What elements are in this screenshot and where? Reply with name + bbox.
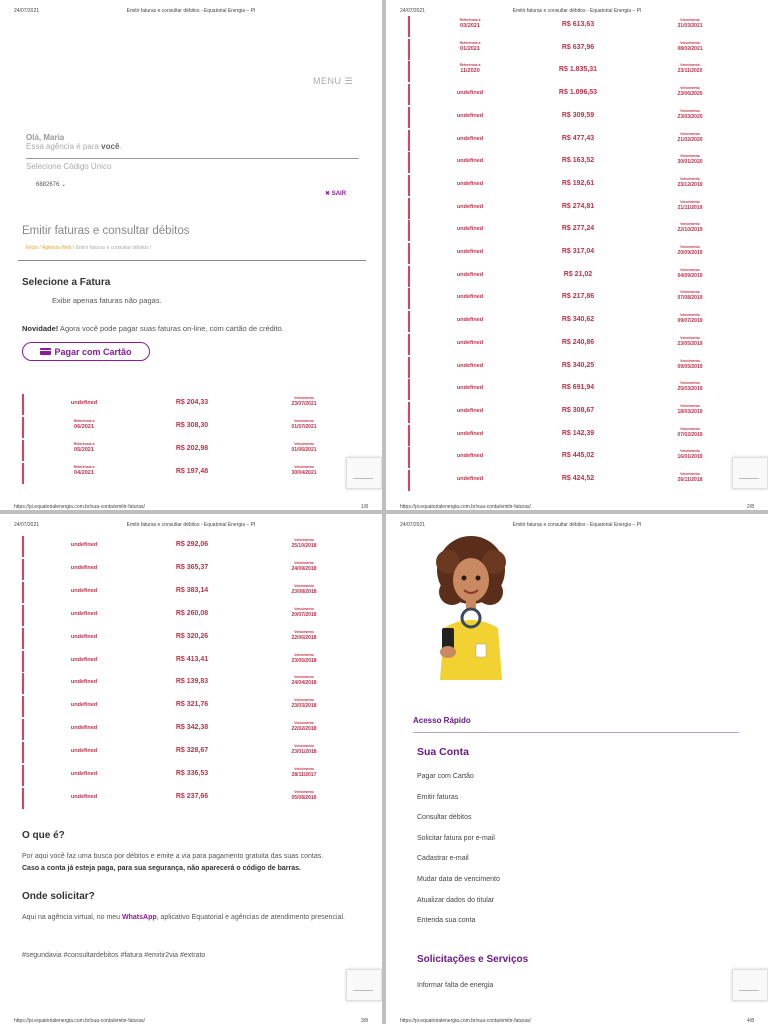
hashtags: #segundavia #consultardebitos #fatura #emitir2via #extrato [22, 952, 206, 959]
link-understand-bill[interactable]: Entenda sua conta [417, 917, 476, 924]
bill-reference: undefined [456, 203, 484, 210]
bill-amount: R$ 340,25 [561, 361, 595, 369]
bill-reference: undefined [456, 180, 484, 187]
chevron-down-icon: ⌄ [61, 182, 67, 188]
bill-status-bar [22, 673, 24, 694]
bill-due-date: Vencimento 16/01/2019 [677, 449, 703, 461]
print-date: 24/07/2021 [400, 522, 426, 528]
link-request-invoice-email[interactable]: Solicitar fatura por e-mail [417, 835, 495, 842]
bill-amount: R$ 309,59 [561, 111, 595, 119]
print-date: 24/07/2021 [14, 522, 40, 528]
your-account-heading: Sua Conta [417, 746, 469, 758]
bill-reference: Referência a 03/2021 [459, 18, 481, 29]
menu-button[interactable]: MENU ☰ [313, 76, 354, 86]
bill-status-bar [22, 440, 24, 461]
bill-due-date: Vencimento 31/03/2021 [677, 18, 703, 29]
bill-reference: undefined [70, 633, 98, 640]
bill-status-bar [22, 559, 24, 580]
bill-amount: R$ 197,48 [175, 468, 209, 475]
bill-due-date: Vencimento 26/11/2018 [677, 472, 703, 483]
bill-amount: R$ 260,08 [175, 609, 209, 617]
bill-row[interactable] [408, 288, 738, 311]
what-is-warning: Caso a conta já esteja paga, para sua segurança, não aparecerá o código de barras. [22, 865, 301, 872]
bill-due-date: Vencimento 23/03/2018 [291, 698, 317, 710]
bill-row[interactable] [408, 379, 738, 402]
page-4 [386, 514, 768, 1024]
bill-row[interactable] [408, 334, 738, 357]
breadcrumb-current: Emitir faturas e consultar débitos / [75, 245, 152, 251]
bill-reference: undefined [70, 702, 98, 709]
divider [413, 732, 739, 733]
bill-due-date: Vencimento 23/01/2018 [291, 744, 317, 756]
bill-row[interactable] [408, 198, 738, 221]
breadcrumb-home[interactable]: Início / [26, 245, 41, 251]
bill-due-date: Vencimento 01/07/2021 [291, 419, 317, 430]
bill-amount: R$ 139,83 [175, 678, 209, 686]
bill-due-date: Vencimento 30/04/2021 [291, 465, 317, 476]
bill-amount: R$ 277,24 [561, 225, 595, 233]
bill-amount: R$ 240,86 [561, 338, 595, 346]
bill-status-bar [408, 357, 410, 378]
bill-amount: R$ 383,14 [175, 586, 209, 594]
bill-row[interactable] [408, 447, 738, 470]
bill-status-bar [408, 198, 410, 219]
divider [26, 158, 359, 159]
bill-status-bar [408, 470, 410, 491]
assistant-avatar-illustration [426, 532, 516, 680]
bill-due-date: Vencimento 28/11/2017 [291, 767, 317, 778]
bill-row[interactable] [22, 440, 352, 463]
where-text: Aqui na agência virtual, no meu WhatsApp, aplicativo Equatorial e agências de atendimento presencial. [22, 914, 345, 921]
bill-status-bar [22, 394, 24, 415]
bill-reference: undefined [456, 407, 484, 414]
bill-reference: undefined [456, 294, 484, 301]
recaptcha-badge [346, 969, 382, 1001]
bill-row[interactable] [408, 220, 738, 243]
page-2 [386, 0, 768, 510]
bill-status-bar [22, 628, 24, 649]
bill-status-bar [22, 605, 24, 626]
bill-due-date: Vencimento 07/08/2019 [677, 290, 703, 302]
bill-amount: R$ 1.096,53 [558, 89, 598, 97]
bill-due-date: Vencimento 18/03/2019 [677, 403, 703, 415]
bill-reference: undefined [456, 90, 484, 97]
bill-status-bar [22, 536, 24, 557]
bill-due-date: Vencimento 22/02/2018 [291, 721, 317, 733]
bill-reference: undefined [70, 656, 98, 663]
bill-status-bar [408, 402, 410, 423]
bill-row[interactable] [22, 536, 352, 559]
bill-row[interactable] [408, 107, 738, 130]
bill-amount: R$ 336,53 [175, 770, 209, 777]
bill-amount: R$ 320,26 [175, 632, 209, 640]
link-issue-invoices[interactable]: Emitir faturas [417, 794, 459, 801]
bill-amount: R$ 613,63 [561, 21, 595, 28]
bill-reference: undefined [456, 453, 484, 460]
bill-row[interactable] [408, 357, 738, 380]
bill-row[interactable] [22, 394, 352, 417]
page-title: Emitir faturas e consultar débitos [22, 225, 190, 237]
bill-reference: undefined [70, 587, 98, 594]
print-date: 24/07/2021 [400, 8, 426, 14]
bill-amount: R$ 142,39 [561, 429, 595, 437]
bill-reference: Referência a 01/2021 [459, 40, 481, 52]
bill-row[interactable] [408, 243, 738, 266]
bill-due-date: Vencimento 05/08/2016 [291, 789, 317, 801]
bill-reference: undefined [70, 610, 98, 617]
bill-reference: undefined [456, 135, 484, 142]
bill-status-bar [22, 417, 24, 438]
bill-status-bar [408, 266, 410, 287]
bill-due-date: Vencimento 22/06/2018 [291, 629, 317, 641]
bill-status-bar [22, 719, 24, 740]
bill-amount: R$ 317,04 [561, 248, 595, 255]
bill-amount: R$ 342,38 [175, 724, 209, 732]
bill-reference: undefined [456, 249, 484, 255]
bill-amount: R$ 637,96 [561, 43, 595, 51]
bill-status-bar [408, 152, 410, 173]
bill-reference: Referência a 11/2020 [459, 63, 481, 75]
bill-due-date: Vencimento 23/12/2019 [677, 176, 703, 188]
link-pay-with-card[interactable]: Pagar com Cartão [417, 773, 474, 780]
section-title: Selecione a Fatura [22, 277, 111, 288]
bill-due-date: Vencimento 22/10/2019 [677, 222, 703, 234]
bill-amount: R$ 413,41 [175, 655, 209, 663]
bill-reference: undefined [456, 362, 484, 369]
bill-reference: undefined [456, 112, 484, 119]
bill-row[interactable] [22, 582, 352, 605]
bill-reference: undefined [456, 317, 484, 324]
what-is-text: Por aqui você faz uma busca por débitos e emite a via para pagamento gratuita das suas contas. [22, 853, 324, 860]
bill-amount: R$ 202,98 [175, 445, 209, 452]
bill-status-bar [408, 288, 410, 309]
bill-reference: Referência a 06/2021 [73, 419, 95, 430]
print-date: 24/07/2021 [14, 8, 40, 14]
bill-status-bar [22, 788, 24, 809]
bill-amount: R$ 204,33 [175, 399, 209, 406]
bill-amount: R$ 321,76 [175, 701, 209, 709]
bill-reference: undefined [70, 564, 98, 571]
link-register-email[interactable]: Cadastrar e-mail [417, 855, 469, 862]
print-title: Emitir faturas e consultar débitos - Equatorial Energia – PI [512, 522, 642, 528]
bill-reference: undefined [456, 476, 484, 482]
bill-due-date: Vencimento 23/03/2020 [677, 108, 703, 120]
bill-due-date: Vencimento 08/02/2021 [677, 40, 703, 52]
bill-status-bar [408, 243, 410, 264]
bill-due-date: Vencimento 24/04/2018 [291, 675, 317, 687]
bill-due-date: Vencimento 21/02/2020 [677, 131, 703, 143]
bill-due-date: Vencimento 09/07/2019 [677, 313, 703, 325]
page-number: 4/8 [747, 1018, 754, 1024]
bill-reference: undefined [70, 771, 98, 777]
bill-due-date: Vencimento 01/06/2021 [291, 442, 317, 453]
bill-status-bar [408, 107, 410, 128]
page-number: 1/8 [361, 504, 368, 510]
print-url: https://pi.equatorialenergia.com.br/sua-conta/emitir-faturas/ [400, 504, 531, 510]
bill-amount: R$ 477,43 [561, 134, 595, 142]
recaptcha-badge [732, 969, 768, 1001]
bill-reference: undefined [70, 725, 98, 732]
breadcrumb [26, 245, 151, 251]
bill-row[interactable] [408, 402, 738, 425]
link-update-holder-data[interactable]: Atualizar dados do titular [417, 897, 495, 904]
link-report-power-outage[interactable]: Informar falta de energia [417, 982, 494, 989]
bill-amount: R$ 274,81 [561, 202, 595, 210]
bill-due-date: Vencimento 23/05/2019 [677, 335, 703, 347]
bill-due-date: Vencimento 25/03/2019 [677, 381, 703, 393]
page-3 [0, 514, 382, 1024]
bill-row[interactable] [408, 61, 738, 84]
bill-row[interactable] [22, 417, 352, 440]
recaptcha-badge [346, 457, 382, 489]
bill-amount: R$ 691,94 [561, 384, 595, 392]
bill-row[interactable] [22, 605, 352, 628]
bill-reference: undefined [70, 748, 98, 755]
bill-due-date: Vencimento 23/07/2021 [291, 396, 317, 407]
page-1 [0, 0, 382, 510]
print-url: https://pi.equatorialenergia.com.br/sua-conta/emitir-faturas/ [14, 1018, 145, 1024]
only-unpaid-toggle[interactable]: Exibir apenas faturas não pagas. [52, 296, 162, 305]
bill-reference: undefined [456, 271, 484, 278]
bill-status-bar [22, 651, 24, 672]
bill-reference: undefined [70, 542, 98, 548]
bill-row[interactable] [408, 175, 738, 198]
print-title: Emitir faturas e consultar débitos - Equatorial Energia – PI [512, 8, 642, 14]
bill-status-bar [408, 39, 410, 60]
bill-status-bar [408, 16, 410, 37]
bill-amount: R$ 237,66 [175, 792, 209, 800]
bill-due-date: Vencimento 24/09/2018 [291, 560, 317, 572]
bill-amount: R$ 292,06 [175, 541, 209, 548]
bill-status-bar [408, 84, 410, 105]
bill-due-date: Vencimento 09/05/2019 [677, 358, 703, 370]
bill-row[interactable] [22, 628, 352, 651]
code-select[interactable]: 6882676 ⌄ [36, 182, 67, 188]
bill-amount: R$ 424,52 [561, 475, 595, 482]
bill-reference: undefined [70, 400, 98, 406]
bill-reference: undefined [456, 339, 484, 346]
bill-due-date: Vencimento 04/09/2019 [677, 267, 703, 279]
bill-due-date: Vencimento 23/05/2018 [291, 652, 317, 664]
bill-due-date: Vencimento 30/01/2020 [677, 154, 703, 166]
bill-row[interactable] [408, 39, 738, 62]
bill-status-bar [408, 130, 410, 151]
bill-amount: R$ 445,02 [561, 452, 595, 460]
bill-row[interactable] [408, 470, 738, 493]
bill-reference: undefined [456, 158, 484, 165]
bill-status-bar [408, 447, 410, 468]
code-select-label: Selecione Código Único [26, 162, 112, 171]
bill-reference: undefined [456, 226, 484, 233]
bill-amount: R$ 192,61 [561, 179, 595, 187]
where-title: Onde solicitar? [22, 891, 95, 902]
bill-row[interactable] [22, 719, 352, 742]
print-url: https://pi.equatorialenergia.com.br/sua-conta/emitir-faturas/ [400, 1018, 531, 1024]
breadcrumb-agencia[interactable]: Agência Web / [41, 245, 75, 251]
bill-due-date: Vencimento 25/10/2018 [291, 538, 317, 549]
bill-reference: undefined [70, 679, 98, 686]
bill-amount: R$ 365,37 [175, 563, 209, 571]
bill-status-bar [408, 175, 410, 196]
bill-status-bar [408, 61, 410, 82]
bill-amount: R$ 308,30 [175, 422, 209, 429]
pay-with-card-button[interactable]: Pagar com Cartão [22, 342, 150, 361]
bill-status-bar [408, 425, 410, 446]
bill-row[interactable] [22, 559, 352, 582]
bill-row[interactable] [22, 463, 352, 486]
bill-status-bar [22, 765, 24, 786]
bill-row[interactable] [22, 696, 352, 719]
bill-status-bar [408, 311, 410, 332]
bill-reference: Referência a 05/2021 [73, 442, 95, 453]
greeting-name: Olá, Maria [26, 133, 65, 142]
bill-row[interactable] [22, 742, 352, 765]
bill-amount: R$ 328,67 [175, 747, 209, 755]
bill-row[interactable] [408, 425, 738, 448]
whatsapp-link[interactable]: WhatsApp [122, 914, 157, 921]
bill-reference: undefined [70, 793, 98, 800]
link-change-due-date[interactable]: Mudar data de vencimento [417, 876, 500, 883]
bill-due-date: Vencimento 23/06/2020 [677, 86, 703, 98]
bill-due-date: Vencimento 23/08/2018 [291, 583, 317, 595]
quick-access-heading: Acesso Rápido [413, 716, 471, 725]
bill-row[interactable] [408, 16, 738, 39]
bill-amount: R$ 308,67 [561, 406, 595, 414]
news-text: Novidade! Agora você pode pagar suas faturas on-line, com cartão de crédito. [22, 324, 284, 333]
bill-status-bar [22, 742, 24, 763]
bill-row[interactable] [408, 266, 738, 289]
bill-row[interactable] [408, 130, 738, 153]
bill-reference: undefined [456, 385, 484, 392]
print-title: Emitir faturas e consultar débitos - Equatorial Energia – PI [126, 8, 256, 14]
services-heading: Solicitações e Serviços [417, 954, 529, 965]
bill-amount: R$ 163,52 [561, 157, 595, 165]
link-check-debts[interactable]: Consultar débitos [417, 814, 472, 821]
credit-card-icon [40, 348, 51, 355]
divider [18, 260, 366, 261]
bill-status-bar [408, 334, 410, 355]
bill-due-date: Vencimento 20/07/2018 [291, 606, 317, 618]
bill-status-bar [22, 463, 24, 484]
bill-reference: undefined [456, 430, 484, 437]
bill-status-bar [408, 379, 410, 400]
bill-reference: Referência a 04/2021 [73, 465, 95, 476]
bill-amount: R$ 340,62 [561, 316, 595, 324]
bill-due-date: Vencimento 07/02/2019 [677, 426, 703, 438]
bill-row[interactable] [22, 673, 352, 696]
bill-due-date: Vencimento 20/09/2019 [677, 245, 703, 256]
bill-status-bar [408, 220, 410, 241]
bill-row[interactable] [408, 84, 738, 107]
recaptcha-badge [732, 457, 768, 489]
page-number: 2/8 [747, 504, 754, 510]
logout-button[interactable]: ✖ SAIR [325, 191, 347, 197]
bill-row[interactable] [408, 152, 738, 175]
bill-amount: R$ 217,86 [561, 293, 595, 301]
bill-amount: R$ 21,02 [563, 270, 593, 278]
bill-row[interactable] [408, 311, 738, 334]
bill-amount: R$ 1.835,31 [558, 66, 598, 74]
bill-row[interactable] [22, 765, 352, 788]
greeting-subtitle: Essa agência é para você. [26, 142, 122, 151]
print-title: Emitir faturas e consultar débitos - Equatorial Energia – PI [126, 522, 256, 528]
bill-status-bar [22, 582, 24, 603]
page-number: 3/8 [361, 1018, 368, 1024]
bill-row[interactable] [22, 788, 352, 811]
bill-row[interactable] [22, 651, 352, 674]
what-is-title: O que é? [22, 830, 65, 841]
print-url: https://pi.equatorialenergia.com.br/sua-conta/emitir-faturas/ [14, 504, 145, 510]
bill-status-bar [22, 696, 24, 717]
bill-due-date: Vencimento 23/11/2020 [677, 63, 703, 75]
bill-due-date: Vencimento 21/11/2019 [677, 199, 703, 211]
